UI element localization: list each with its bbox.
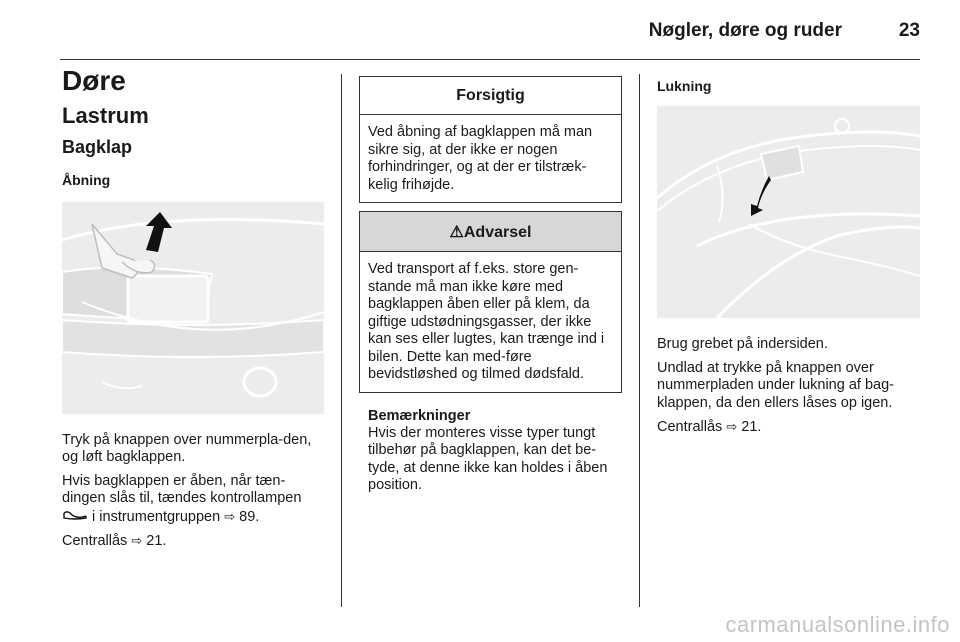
paragraph-warning-lamp xyxy=(62,473,326,527)
warning-title: Advarsel xyxy=(463,224,532,241)
page-ref-icon: ⇨ xyxy=(726,419,738,434)
paragraph-central-locking xyxy=(62,532,326,551)
column-1 xyxy=(62,66,326,557)
lamp-text-part2: i instrumentgruppen xyxy=(92,508,221,525)
column-divider-2 xyxy=(639,74,640,607)
caution-body: Ved åbning af bagklappen må man sikre sig, at der ikke er nogen forhindringer, og at der er tilstræk-kelig frihøjde. xyxy=(368,124,593,193)
notes-label: Bemærkninger xyxy=(368,407,471,424)
tailgate-closing-illustration xyxy=(657,106,920,318)
warning-triangle-icon: ⚠ xyxy=(449,224,464,241)
page-header-title: Nøgler, døre og ruder xyxy=(648,20,842,41)
notes-body: Hvis der monteres visse typer tungt tilbehør på bagklappen, kan det be-tyde, at denne ikke kan holdes i åben position. xyxy=(368,424,608,493)
warning-box xyxy=(359,211,622,393)
page-ref-icon: ⇨ xyxy=(224,508,236,524)
page-number: 23 xyxy=(898,20,920,41)
tailgate-opening-illustration xyxy=(62,202,324,414)
watermark: carmanualsonline.info xyxy=(725,612,950,637)
page-ref-icon: ⇨ xyxy=(131,533,143,549)
warning-body: Ved transport af f.eks. store gen-stande må man ikke køre med bagklappen åben eller på klem, da giftige udstødningsgasser, der ikke kan ses eller lugtes, kan trænge ind i bilen. Dette kan med-føre bevidstløshed og tilmed dødsfald. xyxy=(368,261,605,382)
header-divider xyxy=(60,59,920,60)
central-locking-page-ref-2: 21. xyxy=(741,419,762,435)
notes-section xyxy=(359,408,621,495)
paragraph-use-handle: Brug grebet på indersiden. xyxy=(657,336,828,352)
central-locking-label-2: Centrallås xyxy=(657,419,723,435)
caution-box xyxy=(359,76,622,203)
column-divider-1 xyxy=(341,74,342,607)
subsection-heading-closing: Lukning xyxy=(657,78,712,94)
paragraph-dont-press: Undlad at trykke på knappen over nummerpladen under lukning af bag-klappen, da den ellers låses op igen. xyxy=(657,359,894,411)
column-3 xyxy=(657,66,923,443)
paragraph-central-locking-2 xyxy=(657,418,923,437)
subsection-heading-tailgate: Bagklap xyxy=(62,136,133,157)
lamp-text-part1: Hvis bagklappen er åben, når tæn-dingen slås til, tændes kontrollampen xyxy=(62,472,302,507)
column-2 xyxy=(359,76,621,501)
lamp-page-ref: 89. xyxy=(239,508,260,525)
central-locking-label: Centrallås xyxy=(62,533,128,550)
subsection-heading-cargo: Lastrum xyxy=(62,102,149,128)
central-locking-page-ref: 21. xyxy=(146,533,167,550)
subsection-heading-opening: Åbning xyxy=(62,171,111,188)
warning-title-bar xyxy=(360,212,621,252)
paragraph-press-button: Tryk på knappen over nummerpla-den, og løft bagklappen. xyxy=(62,431,312,466)
section-heading-doors: Døre xyxy=(62,65,126,96)
caution-title: Forsigtig xyxy=(360,77,621,115)
tailgate-open-icon xyxy=(62,509,88,525)
